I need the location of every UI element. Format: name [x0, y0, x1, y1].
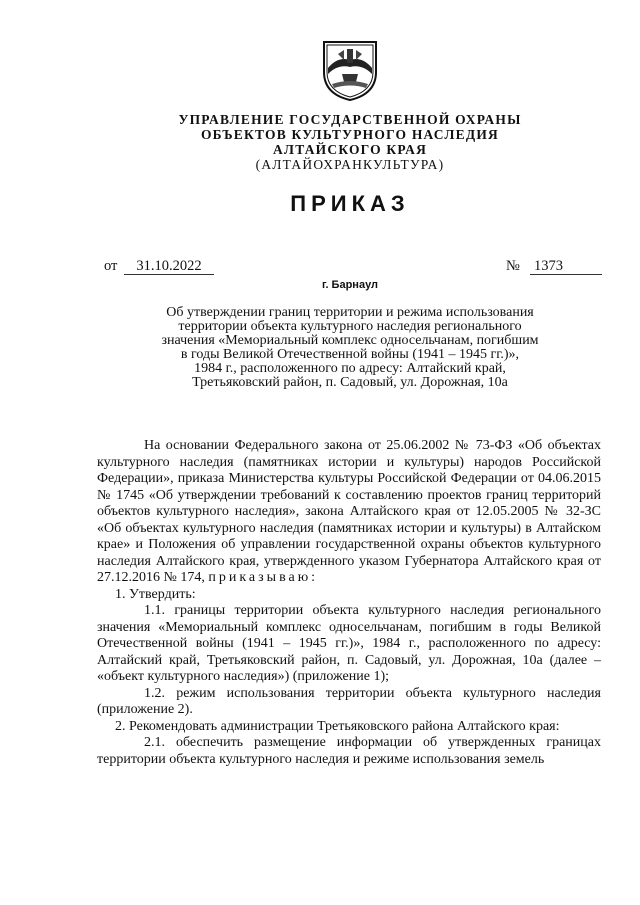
org-name-line2: ОБЪЕКТОВ КУЛЬТУРНОГО НАСЛЕДИЯ [200, 127, 500, 142]
city: г. Барнаул [321, 279, 379, 291]
item-1-1: 1.1. границы территории объекта культурного наследия регионального значения «Мемориальный комплекс односельчанам, погибшим в годы Великой Отечественной войны (1941 – 1945 гг.)», 1984 г., расположенного по адресу: Алтайский край, Третьяковский район, п. Садовый, ул. Дорожная, 10а (далее – «объект культурного наследия») (приложение 1); [97, 603, 601, 684]
coat-of-arms-icon [318, 34, 382, 102]
subject-line: 1984 г., расположенного по адресу: Алтайский край, [194, 361, 506, 376]
order-word: приказываю: [208, 570, 319, 585]
org-short-name: (АЛТАЙОХРАНКУЛЬТУРА) [255, 157, 445, 172]
document-title: ПРИКАЗ [290, 191, 410, 216]
item-2: 2. Рекомендовать администрации Третьяковского района Алтайского края: [115, 718, 560, 734]
subject-line: Третьяковский район, п. Садовый, ул. Дорожная, 10а [192, 375, 508, 390]
preamble-text: На основании Федерального закона от 25.06.2002 № 73-ФЗ «Об объектах культурного наследия (памятниках истории и культуры) народов Российской Федерации», приказа Министерства культуры Российской Федерации от 04.06.2015 № 1745 «Об утверждении требований к составлению проектов границ территорий объектов культурного наследия», закона Алтайского края от 12.05.2005 № 32-ЗС «Об объектах культурного наследия (памятниках истории и культуры) в Алтайском крае» и Положения об управлении государственной охраны объектов культурного наследия Алтайского края, утвержденного указом Губернатора Алтайского края от 27.12.2016 № 174, [97, 438, 601, 585]
subject-line: территории объекта культурного наследия регионального [178, 319, 522, 334]
document-body [97, 438, 601, 768]
date-label: от [104, 258, 118, 274]
org-name-line1: УПРАВЛЕНИЕ ГОСУДАРСТВЕННОЙ ОХРАНЫ [178, 112, 522, 127]
item-2-1: 2.1. обеспечить размещение информации об утвержденных границах территории объекта культурного наследия и режиме использования земель [97, 735, 601, 767]
document-subject [100, 306, 600, 390]
document-date: 31.10.2022 [124, 258, 214, 275]
preamble-paragraph [97, 438, 601, 587]
subject-line: Об утверждении границ территории и режима использования [166, 305, 534, 320]
item-1: 1. Утвердить: [115, 586, 196, 602]
subject-line: в годы Великой Отечественной войны (1941 – 1945 гг.)», [180, 347, 520, 362]
subject-line: значения «Мемориальный комплекс односельчанам, погибшим [161, 333, 539, 348]
item-1-2: 1.2. режим использования территории объекта культурного наследия (приложение 2). [97, 685, 601, 717]
document-number: 1373 [530, 258, 602, 275]
number-label: № [506, 258, 520, 274]
org-name-line3: АЛТАЙСКОГО КРАЯ [272, 142, 428, 157]
